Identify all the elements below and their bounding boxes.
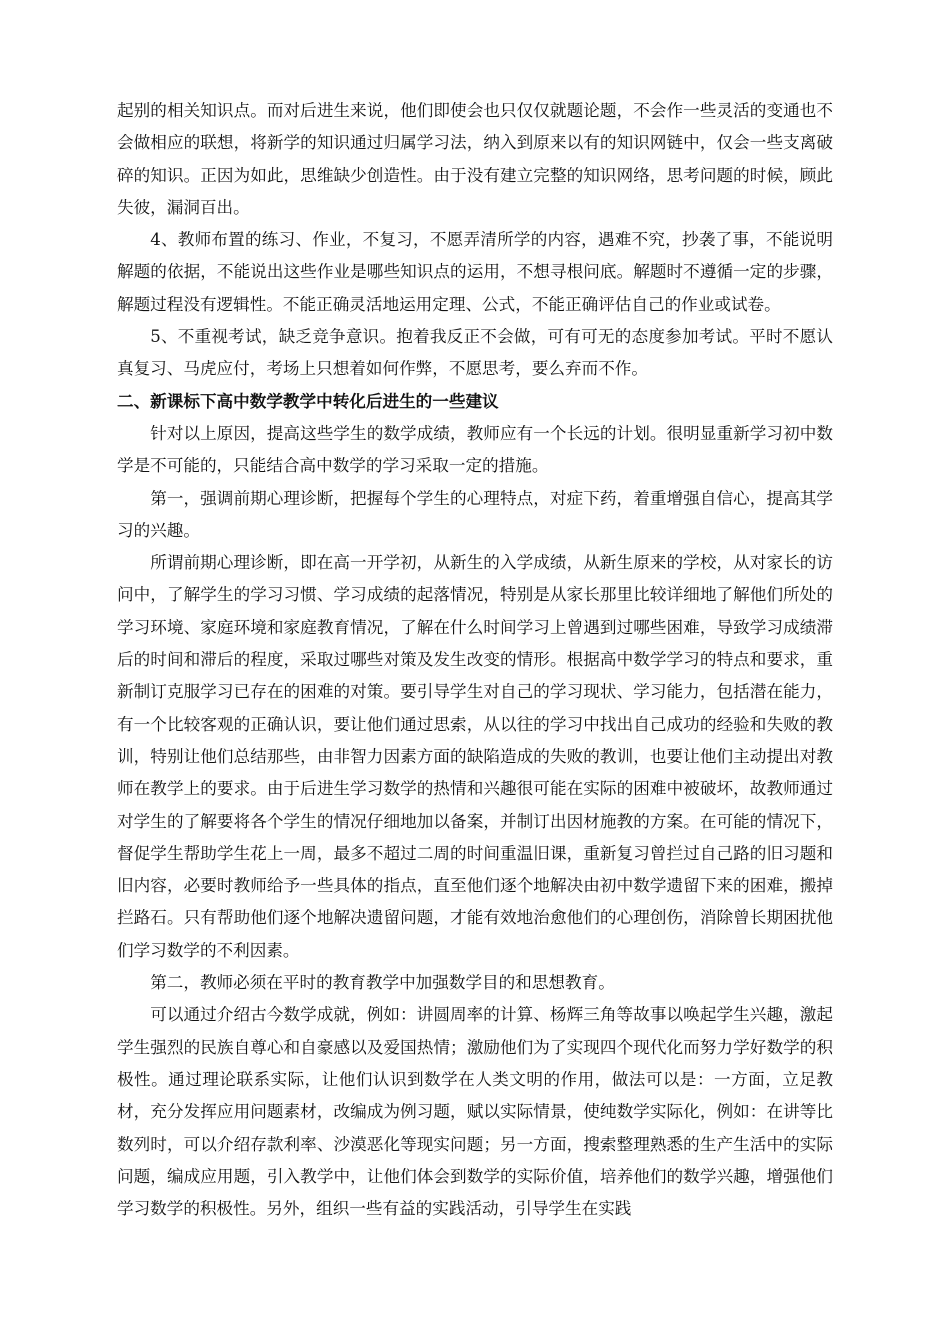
document-page [117, 95, 833, 1225]
paragraph-practice: 可以通过介绍古今数学成就，例如：讲圆周率的计算、杨辉三角等故事以唤起学生兴趣，激起学生强烈的民族自尊心和自豪感以及爱国热情；激励他们为了实现四个现代化而努力学好数学的积极性。通过理论联系实际，让他们认识到数学在人类文明的作用，做法可以是：一方面，立足教材，充分发挥应用问题素材，改编成为例习题，赋以实际情景，使纯数学实际化，例如：在讲等比数列时，可以介绍存款利率、沙漠恶化等现实问题；另一方面，搜索整理熟悉的生产生活中的实际问题，编成应用题，引入教学中，让他们体会到数学的实际价值，培养他们的数学兴趣，增强他们学习数学的积极性。另外，组织一些有益的实践活动，引导学生在实践 [117, 1005, 833, 1219]
section-heading: 二、新课标下高中数学教学中转化后进生的一些建议 [117, 391, 499, 411]
paragraph-continuation: 起别的相关知识点。而对后进生来说，他们即使会也只仅仅就题论题，不会作一些灵活的变通也不会做相应的联想，将新学的知识通过归属学习法，纳入到原来以有的知识网链中，仅会一些支离破碎的知识。正因为如此，思维缺少创造性。由于没有建立完整的知识网络，思考问题的时候，顾此失彼，漏洞百出。 [117, 101, 833, 217]
paragraph-point-4: 4、教师布置的练习、作业，不复习，不愿弄清所学的内容，遇难不究，抄袭了事，不能说明解题的依据，不能说出这些作业是哪些知识点的运用，不想寻根问底。解题时不遵循一定的步骤，解题过程没有逻辑性。不能正确灵活地运用定理、公式，不能正确评估自己的作业或试卷。 [117, 230, 833, 314]
paragraph-point-5: 5、不重视考试，缺乏竞争意识。抱着我反正不会做，可有可无的态度参加考试。平时不愿认真复习、马虎应付，考场上只想着如何作弊，不愿思考，要么弃而不作。 [117, 327, 833, 379]
paragraph-diagnosis: 所谓前期心理诊断，即在高一开学初，从新生的入学成绩，从新生原来的学校，从对家长的访问中，了解学生的学习习惯、学习成绩的起落情况，特别是从家长那里比较详细地了解他们所处的学习环境、家庭环境和家庭教育情况，了解在什么时间学习上曾遇到过哪些困难，导致学习成绩滞后的时间和滞后的程度，采取过哪些对策及发生改变的情形。根据高中数学学习的特点和要求，重新制订克服学习已存在的困难的对策。要引导学生对自己的学习现状、学习能力，包括潜在能力，有一个比较客观的正确认识，要让他们通过思索，从以往的学习中找出自己成功的经验和失败的教训，特别让他们总结那些，由非智力因素方面的缺陷造成的失败的教训，也要让他们主动提出对教师在教学上的要求。由于后进生学习数学的热情和兴趣很可能在实际的困难中被破坏，故教师通过对学生的了解要将各个学生的情况仔细地加以备案，并制订出因材施教的方案。在可能的情况下，督促学生帮助学生花上一周，最多不超过二周的时间重温旧课，重新复习曾拦过自己路的旧习题和旧内容，必要时教师给予一些具体的指点，直至他们逐个地解决由初中数学遗留下来的困难，搬掉拦路石。只有帮助他们逐个地解决遗留问题，才能有效地治愈他们的心理创伤，消除曾长期困扰他们学习数学的不利因素。 [117, 553, 833, 960]
paragraph-first-point: 第一，强调前期心理诊断，把握每个学生的心理特点，对症下药，着重增强自信心，提高其学习的兴趣。 [117, 488, 833, 540]
paragraph-second-point: 第二，教师必须在平时的教育教学中加强数学目的和思想教育。 [150, 973, 615, 993]
paragraph-intro: 针对以上原因，提高这些学生的数学成绩，教师应有一个长远的计划。很明显重新学习初中数学是不可能的，只能结合高中数学的学习采取一定的措施。 [117, 423, 833, 476]
